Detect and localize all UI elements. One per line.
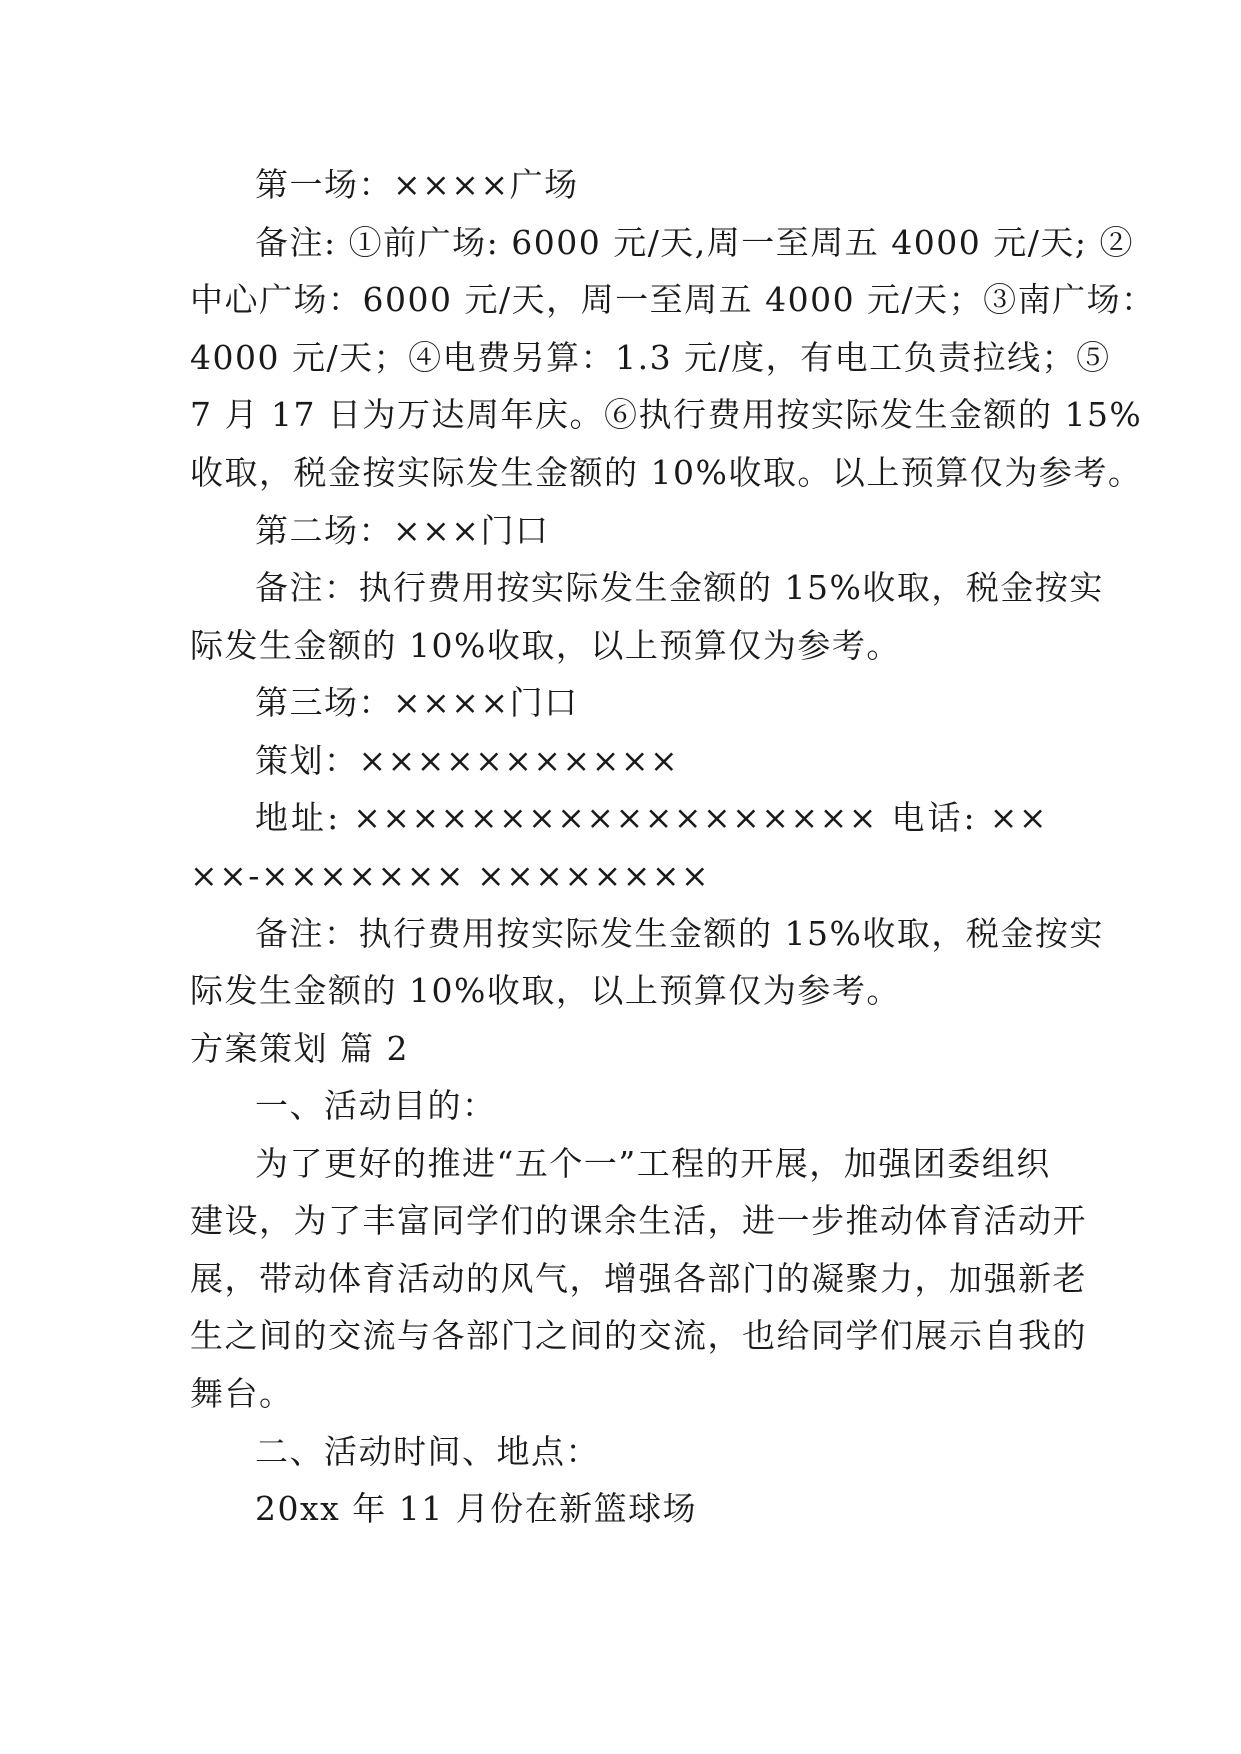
planner-line: 策划：×××××××××××	[255, 741, 680, 780]
venue-1-note-line: 4000 元/天；④电费另算：1.3 元/度，有电工负责拉线；⑤	[190, 338, 1111, 377]
purpose-paragraph-line: 舞台。	[190, 1374, 294, 1413]
venue-3-note-line: 际发生金额的 10%收取，以上预算仅为参考。	[190, 971, 901, 1010]
venue-2-heading: 第二场：×××门口	[255, 511, 550, 550]
venue-3-heading: 第三场：××××门口	[255, 683, 579, 722]
address-phone-line: ××-××××××× ××××××××	[190, 856, 711, 895]
section-title: 方案策划 篇 2	[190, 1029, 409, 1068]
time-place-heading: 二、活动时间、地点：	[255, 1432, 600, 1471]
venue-1-note-line: 7 月 17 日为万达周年庆。⑥执行费用按实际发生金额的 15%	[190, 395, 1143, 434]
venue-1-note-line: 备注: ①前广场: 6000 元/天,周一至周五 4000 元/天; ②	[255, 223, 1134, 262]
venue-3-note-line: 备注：执行费用按实际发生金额的 15%收取，税金按实	[255, 914, 1104, 953]
venue-1-heading: 第一场：××××广场	[255, 165, 579, 204]
purpose-paragraph-line: 展，带动体育活动的风气，增强各部门的凝聚力，加强新老	[190, 1259, 1087, 1298]
purpose-paragraph-line: 建设，为了丰富同学们的课余生活，进一步推动体育活动开	[190, 1201, 1087, 1240]
venue-2-note-line: 备注：执行费用按实际发生金额的 15%收取，税金按实	[255, 568, 1104, 607]
purpose-paragraph-line: 生之间的交流与各部门之间的交流，也给同学们展示自我的	[190, 1316, 1087, 1355]
time-place-text: 20xx 年 11 月份在新篮球场	[255, 1489, 698, 1528]
purpose-paragraph-line: 为了更好的推进“五个一”工程的开展，加强团委组织	[255, 1144, 1051, 1183]
venue-2-note-line: 际发生金额的 10%收取，以上预算仅为参考。	[190, 626, 901, 665]
purpose-heading: 一、活动目的：	[255, 1086, 497, 1125]
venue-1-note-line: 收取，税金按实际发生金额的 10%收取。以上预算仅为参考。	[190, 453, 1143, 492]
address-phone-line: 地址: ×××××××××××××××××× 电话: ××	[255, 798, 1048, 837]
venue-1-note-line: 中心广场：6000 元/天，周一至周五 4000 元/天；③南广场：	[190, 280, 1156, 319]
